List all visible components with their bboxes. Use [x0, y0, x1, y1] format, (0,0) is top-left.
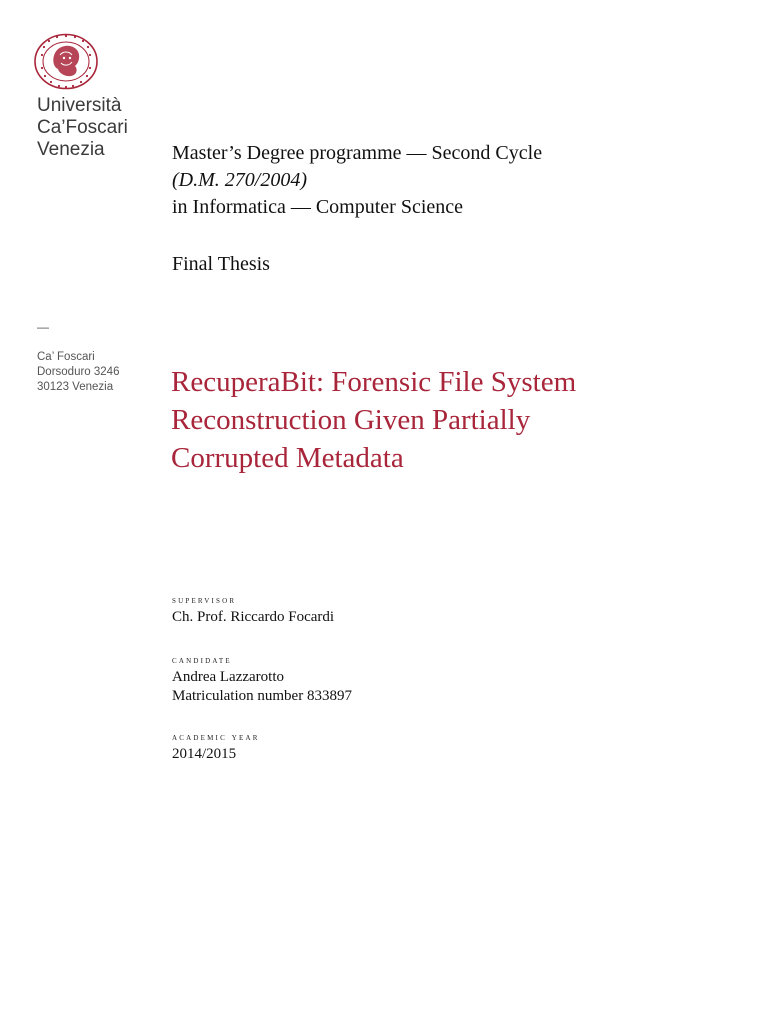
- programme-line-3: in Informatica — Computer Science: [172, 196, 464, 218]
- thesis-type: Final Thesis: [172, 253, 270, 275]
- address-dash: —: [37, 320, 49, 334]
- title-line-3: Corrupted Metadata: [171, 442, 404, 474]
- candidate-label: candidate: [172, 655, 232, 666]
- degree-programme: [172, 140, 542, 221]
- academic-year-label: academic year: [172, 732, 260, 743]
- university-name-line-1: Università: [37, 95, 122, 116]
- address-line-1: Ca’ Foscari: [37, 351, 95, 363]
- matriculation-number: Matriculation number 833897: [172, 688, 352, 704]
- thesis-title: [171, 363, 751, 477]
- candidate-name: Andrea Lazzarotto: [172, 669, 285, 685]
- candidate-block: [172, 654, 352, 706]
- title-line-2: Reconstruction Given Partially: [171, 404, 531, 436]
- address-line-3: 30123 Venezia: [37, 381, 114, 393]
- academic-year-block: [172, 731, 260, 764]
- title-line-1: RecuperaBit: Forensic File System: [171, 366, 577, 398]
- university-name-line-2: Ca’Foscari: [37, 117, 128, 138]
- university-seal-icon: [33, 33, 99, 90]
- programme-line-1: Master’s Degree programme — Second Cycle: [172, 142, 543, 164]
- university-address: [37, 350, 119, 395]
- university-name-line-3: Venezia: [37, 139, 105, 160]
- supervisor-block: [172, 594, 334, 627]
- address-line-2: Dorsoduro 3246: [37, 366, 120, 378]
- academic-year-value: 2014/2015: [172, 746, 237, 762]
- university-name: [37, 95, 128, 161]
- supervisor-name: Ch. Prof. Riccardo Focardi: [172, 609, 335, 625]
- supervisor-label: supervisor: [172, 595, 237, 606]
- programme-decree: (D.M. 270/2004): [172, 169, 307, 191]
